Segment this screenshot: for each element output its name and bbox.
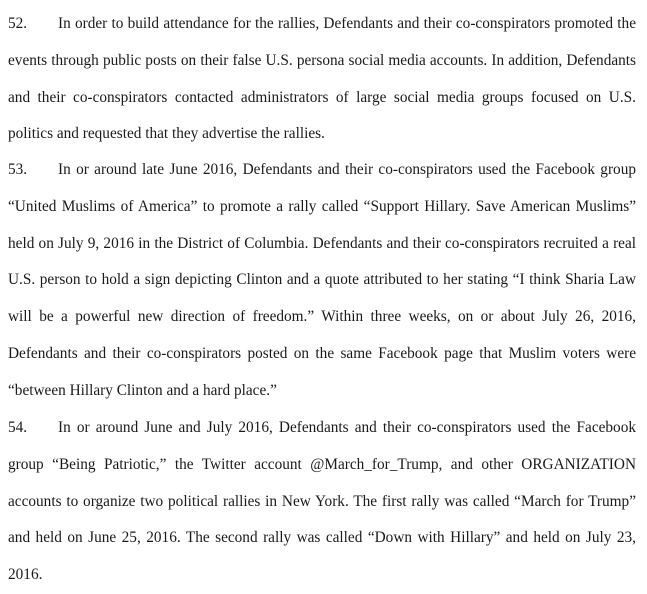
paragraph-53	[8, 152, 636, 410]
paragraph-number: 53.	[8, 161, 28, 178]
paragraph-text: In order to build attendance for the rallies, Defendants and their co-conspirators promoted the events through public posts on their false U.S. persona social media accounts. In addition, Defendants and their co-conspirators contacted administrators of large social media groups focused on U.S. politics and requested that they advertise the rallies.	[8, 15, 636, 143]
paragraph-54	[8, 410, 636, 594]
paragraph-number: 54.	[8, 419, 28, 436]
paragraph-number: 52.	[8, 15, 28, 32]
paragraph-52	[8, 6, 636, 153]
paragraph-text: In or around June and July 2016, Defendants and their co-conspirators used the Facebook group “Being Patriotic,” the Twitter account @March_for_Trump, and other ORGANIZATION accounts to organize two political rallies in New York. The first rally was called “March for Trump” and held on June 25, 2016. The second rally was called “Down with Hillary” and held on July 23, 2016.	[8, 419, 636, 584]
paragraph-text: In or around late June 2016, Defendants and their co-conspirators used the Facebook group “United Muslims of America” to promote a rally called “Support Hillary. Save American Muslims” held on July 9, 2016 in the District of Columbia. Defendants and their co-conspirators recruited a real U.S. person to hold a sign depicting Clinton and a quote attributed to her stating “I think Sharia Law will be a powerful new direction of freedom.” Within three weeks, on or about July 26, 2016, Defendants and their co-conspirators posted on the same Facebook page that Muslim voters were “between Hillary Clinton and a hard place.”	[8, 161, 636, 399]
